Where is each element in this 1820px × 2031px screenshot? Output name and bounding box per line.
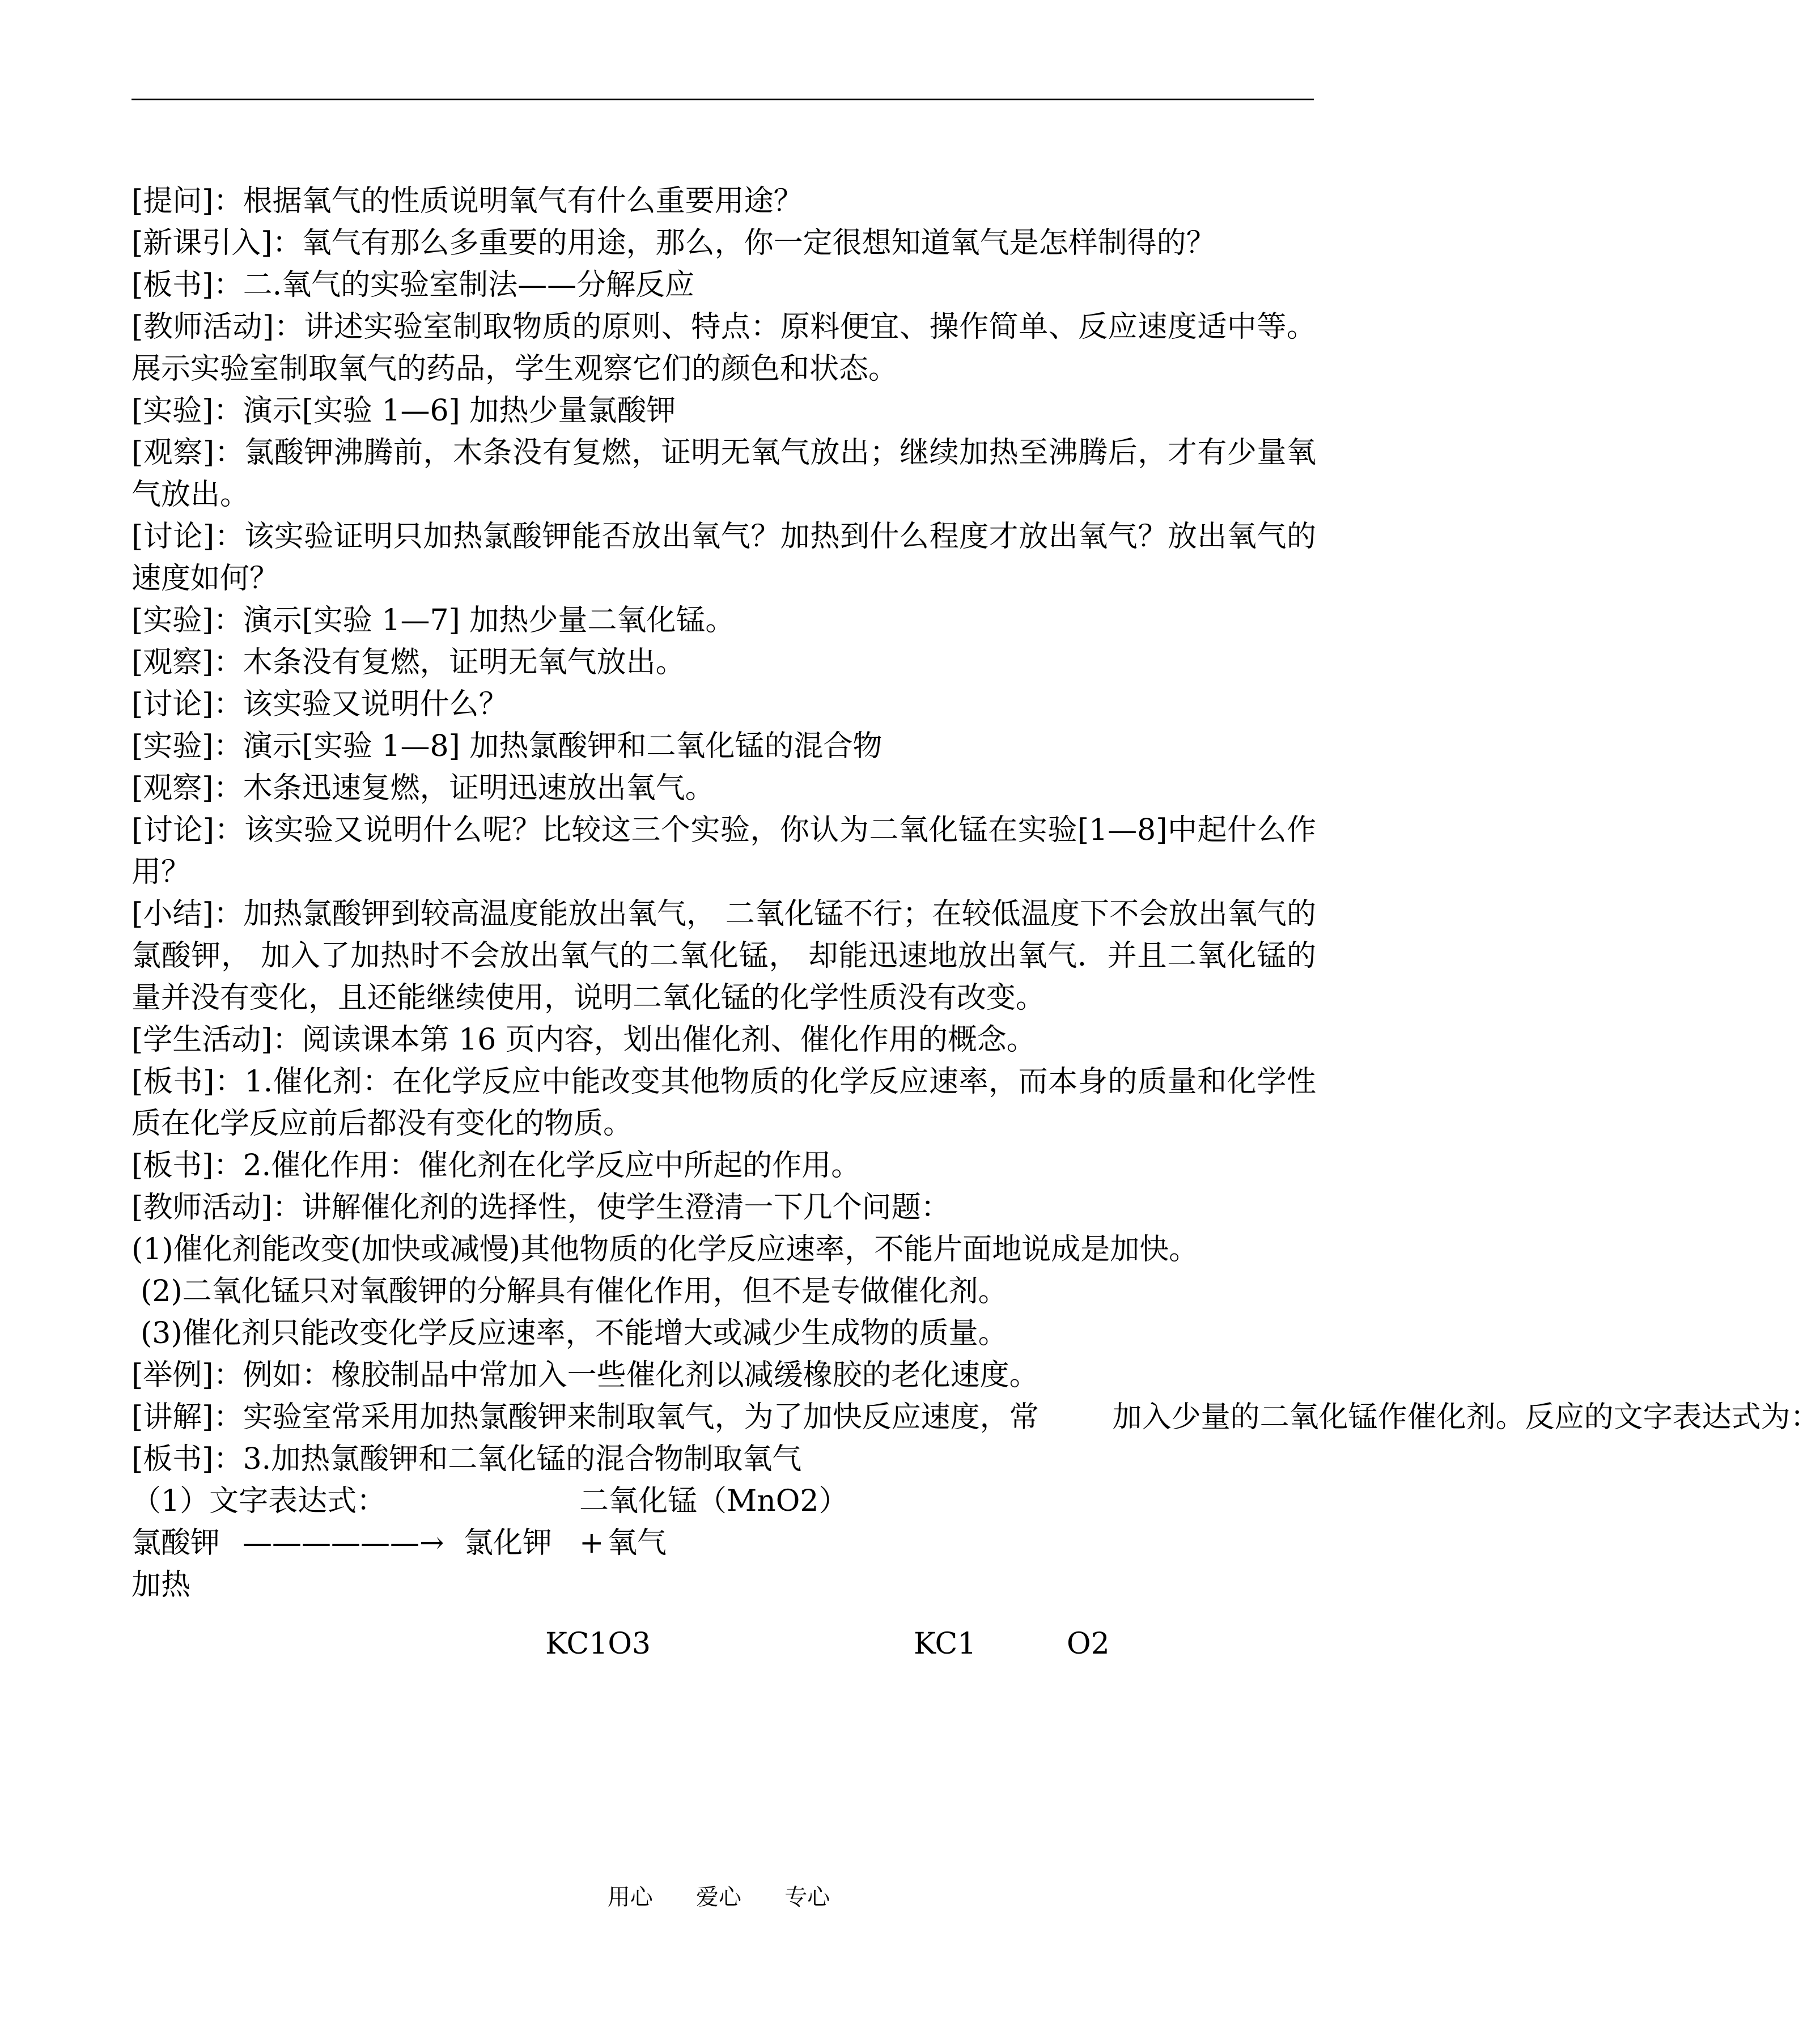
symbol-product-1: KC1 — [914, 1627, 977, 1661]
text-line-summary: [小结]：加热氯酸钾到较高温度能放出氧气， 二氧化锰不行；在较低温度下不会放出氧气的氯酸钾， 加入了加热时不会放出氧气的二氧化锰， 却能迅速地放出氧气．并且二氧化锰的量并没有变化，且还能继续使用，说明二氧化锰的化学性质没有改变。 — [131, 897, 1316, 1015]
text-line-teacher-activity: [教师活动]：讲述实验室制取物质的原则、特点：原料便宜、操作简单、反应速度适中等。展示实验室制取氧气的药品，学生观察它们的颜色和状态。 — [131, 310, 1316, 386]
formula-reactant: 氯酸钾 — [131, 1526, 220, 1560]
formula-catalyst: 二氧化锰（MnO2） — [579, 1484, 849, 1518]
formula-plus: + — [579, 1526, 604, 1560]
text-line-student-activity: [学生活动]：阅读课本第 16 页内容，划出催化剂、催化作用的概念。 — [131, 1023, 1036, 1057]
lesson-body — [131, 180, 1820, 1665]
text-line-observe-2: [观察]：木条没有复燃，证明无氧气放出。 — [131, 645, 685, 679]
symbol-reactant: KC1O3 — [545, 1627, 651, 1661]
footer-text-2: 爱心 — [696, 1884, 741, 1910]
condition-row — [131, 1564, 1316, 1606]
footer-text-3: 专心 — [784, 1884, 830, 1910]
explain-part-1: [讲解]：实验室常采用加热氯酸钾来制取氧气，为了加快反应速度，常 — [131, 1400, 1039, 1434]
text-line-intro: [新课引入]：氧气有那么多重要的用途，那么，你一定很想知道氧气是怎样制得的？ — [131, 226, 1216, 260]
text-line-example: [举例]：例如：橡胶制品中常加入一些催化剂以减缓橡胶的老化速度。 — [131, 1358, 1039, 1392]
text-line-board-3: [板书]：3.加热氯酸钾和二氧化锰的混合物制取氧气 — [131, 1442, 802, 1476]
formula-condition: 加热 — [131, 1568, 191, 1602]
text-line-discuss-1: [讨论]：该实验证明只加热氯酸钾能否放出氧气？加热到什么程度才放出氧气？放出氧气的速度如何？ — [131, 520, 1316, 596]
symbol-product-2: O2 — [1067, 1627, 1110, 1661]
text-line-point-1: (1)催化剂能改变(加快或减慢)其他物质的化学反应速率，不能片面地说成是加快。 — [131, 1233, 1199, 1267]
formula-label-row — [131, 1480, 1316, 1522]
text-line-teacher-explain: [教师活动]：讲解催化剂的选择性，使学生澄清一下几个问题： — [131, 1191, 951, 1225]
text-line-experiment-1-8: [实验]：演示[实验 1—8] 加热氯酸钾和二氧化锰的混合物 — [131, 729, 883, 763]
text-line-point-3: (3)催化剂只能改变化学反应速率，不能增大或减少生成物的质量。 — [141, 1316, 1008, 1350]
text-line-discuss-2: [讨论]：该实验又说明什么？ — [131, 687, 508, 721]
formula-product-1: 氯化钾 — [464, 1526, 553, 1560]
explain-part-2: 加入少量的二氧化锰作催化剂。反应的文字表达式为： — [1112, 1400, 1820, 1434]
footer-text-1: 用心 — [607, 1884, 653, 1910]
text-line-experiment-1-7: [实验]：演示[实验 1—7] 加热少量二氧化锰。 — [131, 604, 735, 638]
text-line-point-2: (2)二氧化锰只对氧酸钾的分解具有催化作用，但不是专做催化剂。 — [141, 1274, 1008, 1308]
text-line-explain — [131, 1396, 1820, 1438]
text-line-experiment-1-6: [实验]：演示[实验 1—6] 加热少量氯酸钾 — [131, 394, 676, 428]
formula-label: （1）文字表达式： — [131, 1484, 387, 1518]
header-rule — [131, 99, 1314, 100]
text-line-question: [提问]：根据氧气的性质说明氧气有什么重要用途？ — [131, 184, 803, 218]
word-equation-row — [131, 1522, 1316, 1564]
text-line-discuss-3: [讨论]：该实验又说明什么呢？比较这三个实验，你认为二氧化锰在实验[1—8]中起什么作用？ — [131, 813, 1316, 889]
formula-product-2: 氧气 — [608, 1526, 667, 1560]
text-line-observe-1: [观察]：氯酸钾沸腾前，木条没有复燃，证明无氧气放出；继续加热至沸腾后，才有少量氧气放出。 — [131, 436, 1316, 512]
symbol-equation-row — [131, 1623, 1316, 1665]
text-line-board-2: [板书]：二.氧气的实验室制法——分解反应 — [131, 268, 695, 302]
text-line-board-catalyst: [板书]：1.催化剂：在化学反应中能改变其他物质的化学反应速率，而本身的质量和化学性质在化学反应前后都没有变化的物质。 — [131, 1065, 1316, 1141]
text-line-board-catalysis: [板书]：2.催化作用：催化剂在化学反应中所起的作用。 — [131, 1149, 861, 1183]
page-footer — [0, 1880, 1437, 1914]
text-line-observe-3: [观察]：木条迅速复燃，证明迅速放出氧气。 — [131, 771, 715, 805]
reaction-arrow: ——————→ — [243, 1526, 444, 1560]
